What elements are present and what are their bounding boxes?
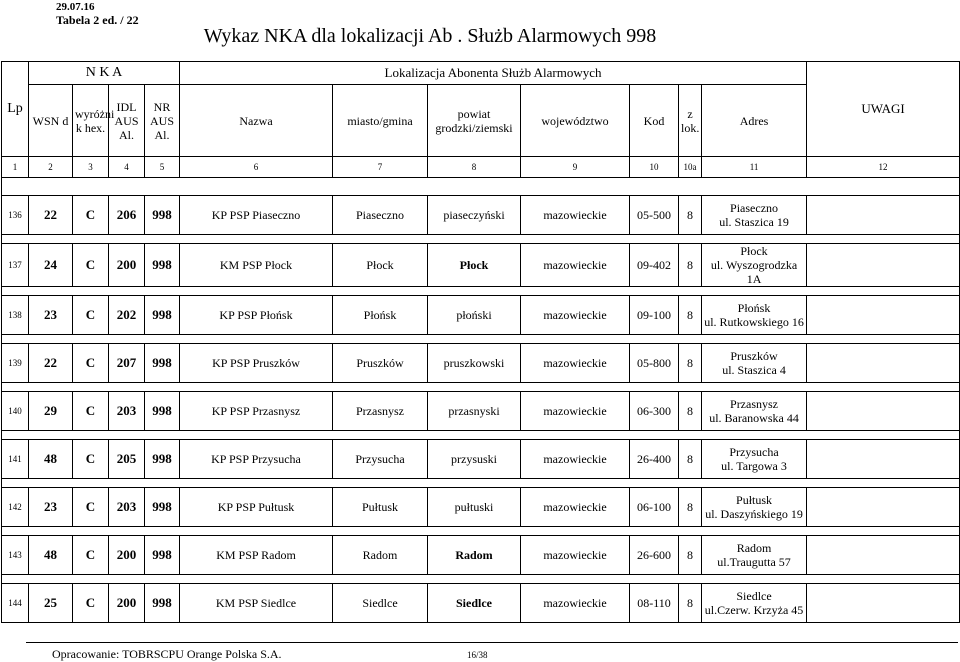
cell-kod: 26-600 <box>630 536 679 575</box>
cell-nazwa: KM PSP Płock <box>180 244 333 287</box>
adres-street: ul. Rutkowskiego 16 <box>704 315 804 329</box>
cell-wyrozni: C <box>73 440 109 479</box>
cell-kod: 06-300 <box>630 392 679 431</box>
column-number: 1 <box>2 157 29 178</box>
cell-idl: 205 <box>109 440 145 479</box>
header-wsn: WSN d <box>29 85 73 157</box>
adres-street: ul.Czerw. Krzyża 45 <box>704 603 804 617</box>
cell-nr: 998 <box>145 244 180 287</box>
cell-zlok: 8 <box>679 244 702 287</box>
cell-idl: 206 <box>109 196 145 235</box>
cell-wsn: 25 <box>29 584 73 623</box>
header-nazwa: Nazwa <box>180 85 333 157</box>
header-group-nka: N K A <box>29 62 180 85</box>
cell-nr: 998 <box>145 296 180 335</box>
cell-uwagi <box>807 196 960 235</box>
adres-city: Siedlce <box>736 589 772 603</box>
cell-miasto: Piaseczno <box>333 196 428 235</box>
cell-miasto: Płock <box>333 244 428 287</box>
cell-wojewodztwo: mazowieckie <box>521 392 630 431</box>
adres-street: ul. Wyszogrodzka 1A <box>710 258 798 286</box>
column-number: 4 <box>109 157 145 178</box>
cell-adres <box>702 344 807 383</box>
cell-miasto: Przysucha <box>333 440 428 479</box>
cell-nazwa: KP PSP Pułtusk <box>180 488 333 527</box>
table-row <box>2 392 960 431</box>
header-powiat: powiat grodzki/ziemski <box>428 85 521 157</box>
footer-author: Opracowanie: TOBRSCPU Orange Polska S.A. <box>52 647 282 661</box>
header-adres: Adres <box>702 85 807 157</box>
cell-powiat: Płock <box>428 244 521 287</box>
cell-nr: 998 <box>145 536 180 575</box>
adres-street: ul. Daszyńskiego 19 <box>705 507 803 521</box>
cell-wyrozni: C <box>73 584 109 623</box>
cell-kod: 26-400 <box>630 440 679 479</box>
table-row <box>2 244 960 287</box>
cell-idl: 207 <box>109 344 145 383</box>
header-group-lokalizacja: Lokalizacja Abonenta Służb Alarmowych <box>180 62 807 85</box>
cell-uwagi <box>807 488 960 527</box>
row-spacer <box>2 287 960 296</box>
table-row <box>2 488 960 527</box>
row-spacer <box>2 383 960 392</box>
cell-wojewodztwo: mazowieckie <box>521 536 630 575</box>
cell-miasto: Pułtusk <box>333 488 428 527</box>
cell-nr: 998 <box>145 344 180 383</box>
cell-wsn: 22 <box>29 344 73 383</box>
table-row <box>2 584 960 623</box>
cell-nr: 998 <box>145 584 180 623</box>
adres-city: Przysucha <box>729 445 779 459</box>
cell-nazwa: KP PSP Płońsk <box>180 296 333 335</box>
footer-divider <box>26 642 958 643</box>
cell-adres <box>702 196 807 235</box>
cell-wojewodztwo: mazowieckie <box>521 584 630 623</box>
cell-nr: 998 <box>145 196 180 235</box>
row-spacer <box>2 335 960 344</box>
cell-zlok: 8 <box>679 440 702 479</box>
adres-city: Płońsk <box>737 301 771 315</box>
cell-lp: 138 <box>2 296 29 335</box>
cell-idl: 200 <box>109 584 145 623</box>
cell-zlok: 8 <box>679 584 702 623</box>
cell-zlok: 8 <box>679 536 702 575</box>
table-row <box>2 536 960 575</box>
cell-zlok: 8 <box>679 488 702 527</box>
cell-lp: 139 <box>2 344 29 383</box>
cell-miasto: Siedlce <box>333 584 428 623</box>
cell-wyrozni: C <box>73 244 109 287</box>
cell-adres <box>702 584 807 623</box>
cell-wsn: 48 <box>29 536 73 575</box>
cell-uwagi <box>807 584 960 623</box>
cell-wsn: 48 <box>29 440 73 479</box>
cell-nr: 998 <box>145 488 180 527</box>
cell-wsn: 23 <box>29 488 73 527</box>
column-number: 10a <box>679 157 702 178</box>
cell-kod: 06-100 <box>630 488 679 527</box>
column-number: 10 <box>630 157 679 178</box>
adres-city: Pruszków <box>730 349 778 363</box>
table-row <box>2 296 960 335</box>
cell-lp: 144 <box>2 584 29 623</box>
cell-wsn: 29 <box>29 392 73 431</box>
column-number: 3 <box>73 157 109 178</box>
cell-uwagi <box>807 440 960 479</box>
cell-wyrozni: C <box>73 488 109 527</box>
cell-uwagi <box>807 344 960 383</box>
cell-nazwa: KP PSP Piaseczno <box>180 196 333 235</box>
cell-powiat: piaseczyński <box>428 196 521 235</box>
header-kod: Kod <box>630 85 679 157</box>
header-wyrozni: wyróżni k hex. <box>73 85 109 157</box>
cell-kod: 05-800 <box>630 344 679 383</box>
row-spacer <box>2 575 960 584</box>
cell-uwagi <box>807 392 960 431</box>
column-number: 8 <box>428 157 521 178</box>
document-date: 29.07.16 <box>56 1 95 13</box>
row-spacer <box>2 431 960 440</box>
adres-street: ul. Targowa 3 <box>721 459 787 473</box>
cell-wsn: 24 <box>29 244 73 287</box>
cell-uwagi <box>807 244 960 287</box>
cell-powiat: przasnyski <box>428 392 521 431</box>
cell-wojewodztwo: mazowieckie <box>521 296 630 335</box>
column-number: 5 <box>145 157 180 178</box>
cell-nr: 998 <box>145 392 180 431</box>
cell-adres <box>702 392 807 431</box>
adres-street: ul. Baranowska 44 <box>709 411 799 425</box>
cell-kod: 09-402 <box>630 244 679 287</box>
cell-idl: 200 <box>109 536 145 575</box>
cell-powiat: Radom <box>428 536 521 575</box>
header-idl: IDL AUS Al. <box>109 85 145 157</box>
cell-adres <box>702 488 807 527</box>
header-zlok: z lok. <box>679 85 702 157</box>
adres-street: ul.Traugutta 57 <box>717 555 791 569</box>
cell-idl: 202 <box>109 296 145 335</box>
header-nr: NR AUS Al. <box>145 85 180 157</box>
cell-wojewodztwo: mazowieckie <box>521 488 630 527</box>
column-number: 6 <box>180 157 333 178</box>
cell-wyrozni: C <box>73 344 109 383</box>
cell-nazwa: KP PSP Przysucha <box>180 440 333 479</box>
cell-nr: 998 <box>145 440 180 479</box>
adres-street: ul. Staszica 19 <box>719 215 789 229</box>
column-number: 7 <box>333 157 428 178</box>
cell-idl: 203 <box>109 488 145 527</box>
cell-kod: 09-100 <box>630 296 679 335</box>
table-reference: Tabela 2 ed. / 22 <box>56 13 139 27</box>
cell-lp: 140 <box>2 392 29 431</box>
cell-nazwa: KP PSP Przasnysz <box>180 392 333 431</box>
cell-wyrozni: C <box>73 392 109 431</box>
column-number: 11 <box>702 157 807 178</box>
column-number: 2 <box>29 157 73 178</box>
cell-wojewodztwo: mazowieckie <box>521 440 630 479</box>
cell-miasto: Płońsk <box>333 296 428 335</box>
adres-city: Radom <box>736 541 772 555</box>
header-miasto: miasto/gmina <box>333 85 428 157</box>
cell-lp: 141 <box>2 440 29 479</box>
cell-wsn: 22 <box>29 196 73 235</box>
cell-wyrozni: C <box>73 196 109 235</box>
cell-wojewodztwo: mazowieckie <box>521 196 630 235</box>
cell-lp: 136 <box>2 196 29 235</box>
header-uwagi: UWAGI <box>807 62 960 157</box>
cell-adres <box>702 296 807 335</box>
adres-city: Piaseczno <box>730 201 779 215</box>
cell-idl: 203 <box>109 392 145 431</box>
adres-city: Przasnysz <box>730 397 779 411</box>
cell-wyrozni: C <box>73 536 109 575</box>
cell-idl: 200 <box>109 244 145 287</box>
cell-nazwa: KM PSP Radom <box>180 536 333 575</box>
cell-zlok: 8 <box>679 392 702 431</box>
cell-zlok: 8 <box>679 296 702 335</box>
nka-table <box>1 61 960 623</box>
column-number-row <box>2 157 960 178</box>
table-row <box>2 344 960 383</box>
adres-street: ul. Staszica 4 <box>722 363 786 377</box>
cell-powiat: płoński <box>428 296 521 335</box>
cell-miasto: Pruszków <box>333 344 428 383</box>
adres-city: Pułtusk <box>736 493 773 507</box>
cell-kod: 05-500 <box>630 196 679 235</box>
cell-nazwa: KP PSP Pruszków <box>180 344 333 383</box>
cell-adres <box>702 440 807 479</box>
cell-uwagi <box>807 536 960 575</box>
column-number: 9 <box>521 157 630 178</box>
cell-lp: 137 <box>2 244 29 287</box>
document-title: Wykaz NKA dla lokalizacji Ab . Służb Alarmowych 998 <box>203 25 657 47</box>
cell-miasto: Radom <box>333 536 428 575</box>
cell-wsn: 23 <box>29 296 73 335</box>
row-spacer <box>2 235 960 244</box>
cell-adres <box>702 536 807 575</box>
row-spacer <box>2 479 960 488</box>
cell-nazwa: KM PSP Siedlce <box>180 584 333 623</box>
page-number: 16/38 <box>467 650 488 660</box>
adres-city: Płock <box>740 244 768 258</box>
cell-powiat: pułtuski <box>428 488 521 527</box>
cell-powiat: przysuski <box>428 440 521 479</box>
cell-wojewodztwo: mazowieckie <box>521 244 630 287</box>
row-spacer <box>2 527 960 536</box>
table-row <box>2 440 960 479</box>
column-number: 12 <box>807 157 960 178</box>
cell-lp: 142 <box>2 488 29 527</box>
header-lp: Lp <box>2 62 29 157</box>
cell-powiat: pruszkowski <box>428 344 521 383</box>
cell-miasto: Przasnysz <box>333 392 428 431</box>
cell-kod: 08-110 <box>630 584 679 623</box>
cell-wojewodztwo: mazowieckie <box>521 344 630 383</box>
cell-uwagi <box>807 296 960 335</box>
header-wojewodztwo: województwo <box>521 85 630 157</box>
cell-zlok: 8 <box>679 344 702 383</box>
cell-zlok: 8 <box>679 196 702 235</box>
cell-lp: 143 <box>2 536 29 575</box>
cell-adres <box>702 244 807 287</box>
table-row <box>2 196 960 235</box>
cell-powiat: Siedlce <box>428 584 521 623</box>
cell-wyrozni: C <box>73 296 109 335</box>
